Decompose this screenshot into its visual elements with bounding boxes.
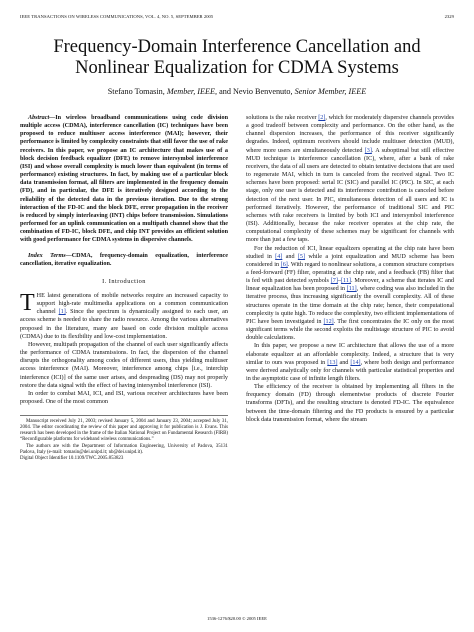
footnote: Manuscript received July 21, 2003; revised January 5, 2004 and January 23, 2004; accepted July 31, 2004. The editor coordinating the review of this paper and approving it for publication is J. Evans. This research has been developed in the frame of the Italian National Project on Fundamental Research (FIRB) “Reconfigurable platforms for wideband wireless communications.” <box>20 419 228 443</box>
abstract-text: In wireless broadband communications using code division multiple access (CDMA), interference cancellation (IC) techniques have been proposed to reduce multiuser access interference (MAI); however, their performance is limited by complexity constraints that still favor the use of rake receivers. In this paper, we propose an IC architecture that makes use of a block decision feedback equalizer (DFE) to remove intersymbol interference (ISI) and whose overall complexity is much lower than equivalent (in terms of performance) existing structures. In fact, by making use of a particular block data transmission format, all filters are implemented in the frequency domain (FD), and in particular, the DFE is iteratively designed according to the reliability of the detected data in the previous iteration. Due to the strong interaction of the FD-IC and the block DFE, error propagation in the receiver is reduced by simply interleaving (INT) chips before transmission. Simulations performed for an uplink communication on a multipath channel show that the combination of FD-IC, block DFE, and chip INT provides an efficient solution with good performance for CDMA systems in dispersive channels. <box>20 115 228 244</box>
body-paragraph: solutions is the rake receiver [2], which for moderately dispersive channels provides a good tradeoff between complexity and performance. On the other hand, as the channel dispersion increases, the performance of this receiver significantly degrades. Indeed, optimum receivers should include multiuser detection (MUD), where more users are simultaneously detected [3]. A suboptimal but still effective MUD technique is interference cancellation (IC), where, after a bank of rake receivers, the data of all users are detected to obtain tentative decisions that are used to regenerate MAI, which in turn is canceled from the received signal. Two IC schemes have been proposed: serial IC (SIC) and parallel IC (PIC). In SIC, at each stage, only one user is detected and its interference contribution is canceled before detection of the next user. In PIC, simultaneous detection of all users and IC is performed iteratively. However, the performance of traditional SIC and PIC schemes with rake receivers is limited by both ICI and intersymbol interference (ISI). Additionally, because the rake receiver operates at the chip rate, the computational complexity of these schemes may be significant for channels with more than just a few taps. <box>246 115 454 244</box>
citation-link[interactable]: [1] <box>58 309 66 316</box>
citation-link[interactable]: [11] <box>346 286 357 293</box>
paragraph-text: HE latest generations of mobile networks require an increased capacity to support high-rate multimedia applications on a common communication channel [1]. Since the spectrum is dynamically assigned to each user, an access scheme is needed to share the radio resource. Among the various alternatives proposed in the literature, many are based on code division multiple access (CDMA) due to its flexibility and low-cost implementation. <box>20 292 228 340</box>
author-2-role: Senior Member, IEEE <box>294 87 367 96</box>
body-paragraph <box>20 289 228 341</box>
paragraph-text: In order to combat MAI, ICI, and ISI, various receiver architectures have been proposed. One of the most common <box>20 390 228 405</box>
citation-link[interactable]: [13] <box>327 359 338 366</box>
copyright-footer: 1536-1276/$20.00 © 2005 IEEE <box>207 616 267 621</box>
right-column <box>246 114 454 462</box>
citation-link[interactable]: [5] <box>297 253 306 260</box>
citation-link[interactable]: [7] <box>330 278 338 285</box>
doi-line: Digital Object Identifier 10.1109/TWC.2005.853823 <box>20 455 124 461</box>
two-column-body <box>20 114 454 462</box>
body-paragraph <box>20 341 228 390</box>
footnotes <box>20 415 228 462</box>
citation-link[interactable]: [6] <box>280 261 288 268</box>
author-conjunction: and Nevio Benvenuto, <box>219 87 293 96</box>
paragraph-text: However, multipath propagation of the channel of each user significantly affects the performance of CDMA transmissions. In fact, the dispersion of the channel disrupts the orthogonality among codes of different users, thus yielding multiuser access interference (MAI). Moreover, interference among chips [i.e., interchip interference (ICI)] of the same user arises, and despreading (DS) may not properly restore the data signal with the effect of having intersymbol interference (ISI). <box>20 341 228 389</box>
paper-title: Frequency-Domain Interference Cancellation and Nonlinear Equalization for CDMA Systems <box>53 37 421 78</box>
citation-link[interactable]: [2] <box>318 115 326 121</box>
author-1-role: Member, IEEE, <box>166 87 218 96</box>
citation-link[interactable]: [11] <box>340 278 351 285</box>
author-1: Stefano Tomasin, <box>107 87 165 96</box>
introduction-paragraphs <box>20 289 228 406</box>
index-terms-text: CDMA, frequency-domain equalization, interference cancellation, iterative equalization. <box>20 252 228 267</box>
section-heading-introduction: I. Introduction <box>102 277 146 285</box>
author-line <box>20 87 454 96</box>
index-terms-label: Index Terms— <box>28 252 72 259</box>
citation-link[interactable]: [12] <box>323 318 334 325</box>
body-paragraph: For the reduction of ICI, linear equalizers operating at the chip rate have been studied in [4] and [5] while a joint equalization and MUD scheme has been considered in [6]. With regard to nonlinear solutions, a common structure comprises a feed-forward (FF) filter, operating at the chip rate, and a feedback (FB) filter that is fed with past detected symbols [7]–[11]. Moreover, a scheme that iterates IC and linear equalization has been proposed in [11], where coding was also included in the iterative process, thus increasing significantly the overall complexity. All of these structures operate in the time domain at the chip rate; hence, their computational complexity is quite high. To reduce the complexity, two efficient implementations of PIC have been investigated in [12]. The first concentrates the IC only on the most significant terms while the second exploits the multistage structure of PIC to avoid double calculations. <box>246 245 455 342</box>
citation-link[interactable]: [4] <box>275 253 283 260</box>
left-column <box>20 114 228 462</box>
body-paragraph: In this paper, we propose a new IC architecture that allows the use of a more elaborate equalizer at an affordable complexity. Indeed, a structure that is very similar to ours was proposed in [13] and [14], where both design and performance were derived analytically only for channels with particular statistical properties and in the asymptotic case of infinite length filters. <box>246 343 454 382</box>
journal-header: IEEE TRANSACTIONS ON WIRELESS COMMUNICATIONS, VOL. 4, NO. 5, SEPTEMBER 2005 <box>20 14 214 19</box>
abstract-label: Abstract— <box>28 115 56 121</box>
body-paragraph <box>20 390 228 406</box>
index-terms <box>20 252 228 268</box>
footnote: The authors are with the Department of Information Engineering, University of Padova, 35131 Padova, Italy (e-mail: tomasin@dei.unipd.it; nb@dei.unipd.it). <box>20 443 228 455</box>
citation-link[interactable]: [14] <box>350 359 361 366</box>
drop-cap: T <box>20 289 35 316</box>
page-number: 2329 <box>444 14 454 19</box>
abstract <box>20 114 228 245</box>
body-paragraph: The efficiency of the receiver is obtained by implementing all filters in the frequency domain (FD) through elementwise products of discrete Fourier transforms (DFTs), and the resulting structure is denoted FD-IC. The equivalence between the time-domain filtering and the FD products is ensured by a particular block data transmission format, where the stream <box>246 384 454 423</box>
citation-link[interactable]: [3] <box>364 147 372 154</box>
running-header <box>20 14 454 19</box>
